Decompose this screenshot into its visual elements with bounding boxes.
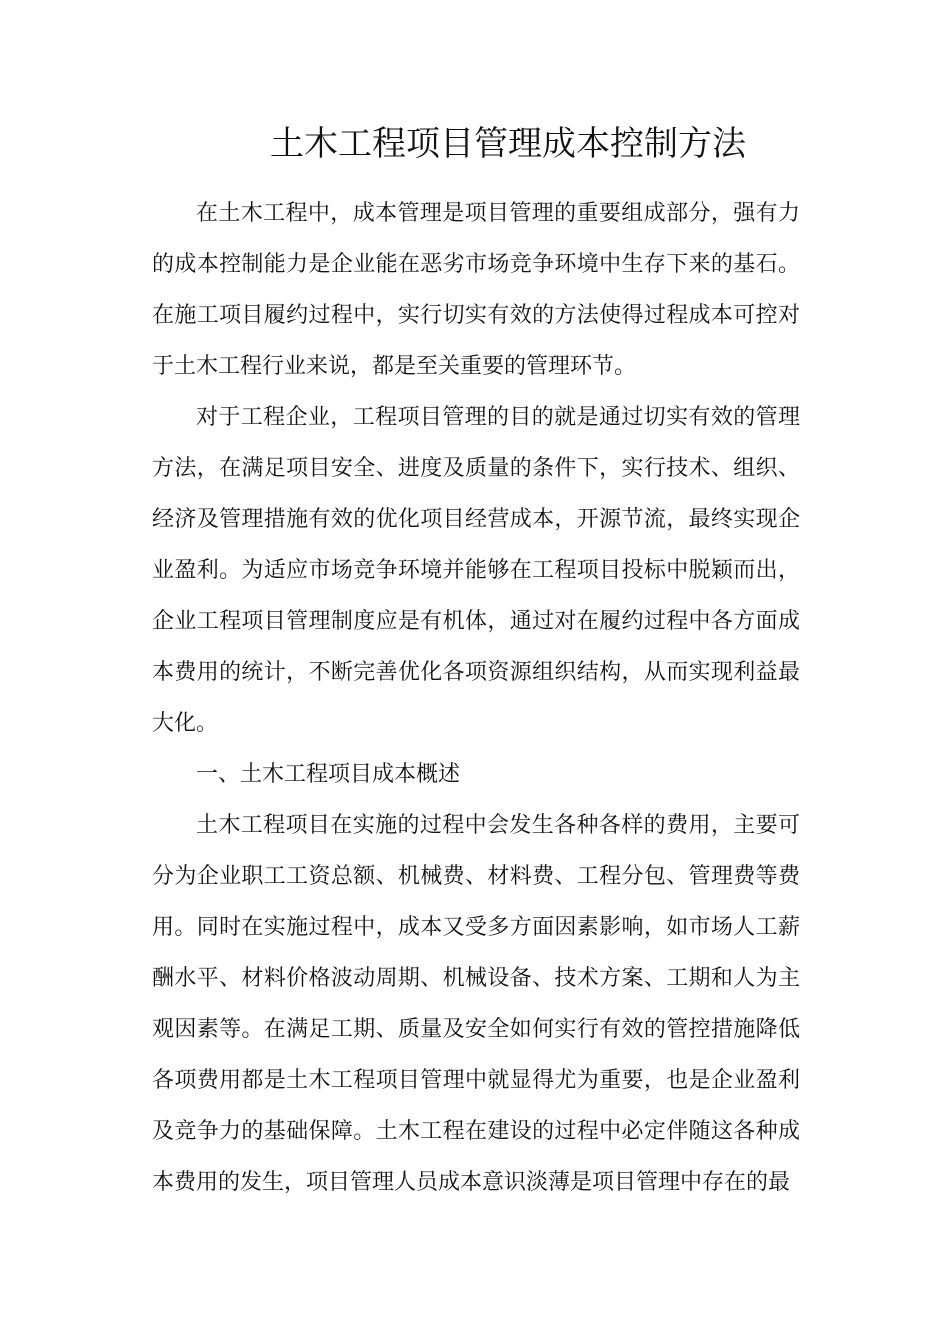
paragraph-objective: 对于工程企业，工程项目管理的目的就是通过切实有效的管理方法，在满足项目安全、进度及质量的条件下，实行技术、组织、经济及管理措施有效的优化项目经营成本，开源节流，最终实现企业盈利。为适应市场竞争环境并能够在工程项目投标中脱颖而出，企业工程项目管理制度应是有机体，通过对在履约过程中各方面成本费用的统计，不断完善优化各项资源组织结构，从而实现利益最大化。	[152, 405, 800, 736]
section-heading-1: 一、土木工程项目成本概述	[196, 762, 461, 787]
document-title: 土木工程项目管理成本控制方法	[270, 124, 746, 164]
document-body	[152, 188, 800, 1208]
paragraph-intro: 在土木工程中，成本管理是项目管理的重要组成部分，强有力的成本控制能力是企业能在恶劣市场竞争环境中生存下来的基石。在施工项目履约过程中，实行切实有效的方法使得过程成本可控对于土木工程行业来说，都是至关重要的管理环节。	[152, 201, 800, 379]
paragraph-cost-overview: 土木工程项目在实施的过程中会发生各种各样的费用，主要可分为企业职工工资总额、机械费、材料费、工程分包、管理费等费用。同时在实施过程中，成本又受多方面因素影响，如市场人工薪酬水平、材料价格波动周期、机械设备、技术方案、工期和人为主观因素等。在满足工期、质量及安全如何实行有效的管控措施降低各项费用都是土木工程项目管理中就显得尤为重要，也是企业盈利及竞争力的基础保障。土木工程在建设的过程中必定伴随这各种成本费用的发生，项目管理人员成本意识淡薄是项目管理中存在的最	[152, 813, 800, 1195]
